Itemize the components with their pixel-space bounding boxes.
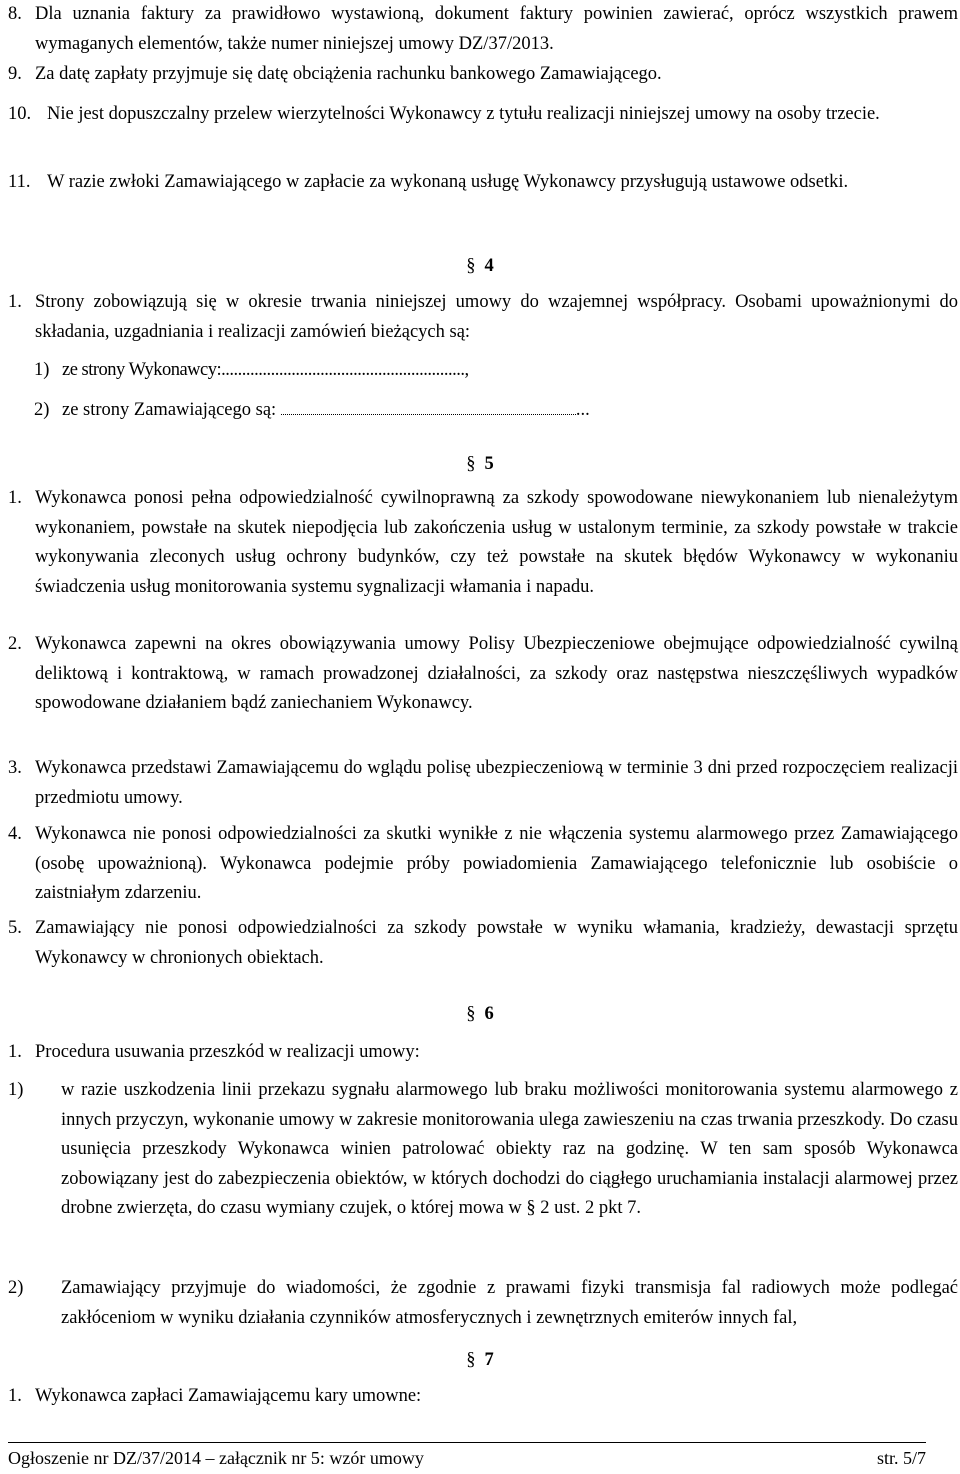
clause-text: Strony zobowiązują się w okresie trwania niniejszej umowy do wzajemnej współpracy. Osobami upoważnionymi do składania, uzgadniania i realizacji zamówień bieżących są:	[35, 292, 958, 342]
sub-number: 1)	[34, 360, 50, 380]
section-6-clause-1	[8, 1038, 958, 1068]
clause-text: Zamawiający nie ponosi odpowiedzialności za szkody powstałe w wyniku włamania, kradzieży, dewastacji sprzętu Wykonawcy w chronionych obiektach.	[35, 918, 958, 968]
clause-number: 3.	[8, 758, 22, 778]
section-number: 6	[484, 1004, 494, 1024]
clause-text: Nie jest dopuszczalny przelew wierzytelności Wykonawcy z tytułu realizacji niniejszej umowy na osoby trzecie.	[47, 104, 880, 124]
clause-text: Wykonawca zapewni na okres obowiązywania umowy Polisy Ubezpieczeniowe obejmujące odpowiedzialność cywilną deliktową i kontraktową, w ramach prowadzonej działalności, za szkody oraz następstwa nieszczęśliwych wypadków spowodowane działaniem bądź zaniechaniem Wykonawcy.	[35, 634, 958, 713]
clause-number: 10.	[8, 104, 32, 124]
section-number: 7	[484, 1350, 494, 1370]
sub-number: 2)	[34, 400, 50, 420]
clause-number: 2.	[8, 634, 22, 654]
clause-number: 9.	[8, 64, 22, 84]
clause-number: 8.	[8, 4, 22, 24]
section-sign: §	[466, 1350, 476, 1370]
section-number: 4	[484, 256, 494, 276]
clause-text: Dla uznania faktury za prawidłowo wystawioną, dokument faktury powinien zawierać, oprócz wszystkich prawem wymaganych elementów, także numer niniejszej umowy DZ/37/2013.	[35, 4, 958, 54]
clause-number: 1.	[8, 292, 22, 312]
section-heading-5	[0, 450, 960, 480]
section-5-clause-2	[8, 630, 958, 719]
section-heading-7	[0, 1346, 960, 1376]
clause-text: Wykonawca przedstawi Zamawiającemu do wglądu polisę ubezpieczeniową w terminie 3 dni przed rozpoczęciem realizacji przedmiotu umowy.	[35, 758, 958, 808]
footer-document-reference: Ogłoszenie nr DZ/37/2014 – załącznik nr 5: wzór umowy	[8, 1448, 424, 1468]
section-sign: §	[466, 454, 476, 474]
clause-number: 1.	[8, 1386, 22, 1406]
clause-text: Wykonawca ponosi pełna odpowiedzialność cywilnoprawną za szkody spowodowane niewykonaniem lub nienależytym wykonaniem, powstałe na skutek niepodjęcia lub zakończenia usług w ustalonym terminie, za szkody powstałe w trakcie wykonywania zleconych usług ochrony budynków, czy też powstałe na skutek błędów Wykonawcy w wykonaniu świadczenia usług monitorowania systemu sygnalizacji włamania i napadu.	[35, 488, 958, 597]
clause-11	[8, 168, 958, 198]
section-heading-6	[0, 1000, 960, 1030]
clause-text: Wykonawca nie ponosi odpowiedzialności za skutki wynikłe z nie włączenia systemu alarmowego przez Zamawiającego (osobę upoważnioną). Wykonawca podejmie próby powiadomienia Zamawiającego telefonicznie lub osobiście o zaistniałym zdarzeniu.	[35, 824, 958, 903]
section-5-clause-1	[8, 484, 958, 602]
clause-text: Za datę zapłaty przyjmuje się datę obciążenia rachunku bankowego Zamawiającego.	[35, 64, 662, 84]
sub-text-tail: ...	[575, 400, 590, 420]
section-number: 5	[484, 454, 494, 474]
section-sign: §	[466, 1004, 476, 1024]
clause-8	[8, 0, 958, 59]
clause-10	[8, 100, 958, 130]
clause-9	[8, 60, 958, 90]
footer-page-number: str. 5/7	[876, 1448, 926, 1468]
clause-number: 5.	[8, 918, 22, 938]
clause-number: 1.	[8, 1042, 22, 1062]
sub-number: 1)	[8, 1080, 24, 1100]
section-5-clause-4	[8, 820, 958, 909]
section-5-clause-3	[8, 754, 958, 813]
blank-field-line	[281, 400, 576, 415]
clause-text: Procedura usuwania przeszkód w realizacji umowy:	[35, 1042, 420, 1062]
sub-text: ze strony Wykonawcy:...........................................................,	[62, 360, 469, 380]
section-5-clause-5	[8, 914, 958, 973]
section-4-sub-2	[34, 396, 957, 426]
sub-text: Zamawiający przyjmuje do wiadomości, że zgodnie z prawami fizyki transmisja fal radiowych może podlegać zakłóceniom w wyniku działania czynników atmosferycznych i zewnętrznych emiterów innych fal,	[61, 1278, 958, 1328]
section-heading-4	[0, 252, 960, 282]
section-6-sub-1	[8, 1076, 958, 1224]
sub-text: ze strony Zamawiającego są:	[62, 400, 277, 420]
section-4-clause-1	[8, 288, 958, 347]
sub-number: 2)	[8, 1278, 24, 1298]
section-7-clause-1	[8, 1382, 958, 1412]
clause-text: Wykonawca zapłaci Zamawiającemu kary umowne:	[35, 1386, 422, 1406]
page-footer	[8, 1442, 926, 1472]
clause-text: W razie zwłoki Zamawiającego w zapłacie za wykonaną usługę Wykonawcy przysługują ustawowe odsetki.	[47, 172, 849, 192]
clause-number: 11.	[8, 172, 31, 192]
sub-text: w razie uszkodzenia linii przekazu sygnału alarmowego lub braku możliwości monitorowania systemu alarmowego z innych przyczyn, wykonanie umowy w zakresie monitorowania ulega zawieszeniu na czas trwania przeszkody. Do czasu usunięcia przeszkody Wykonawca winien patrolować obiekty raz na godzinę. W ten sam sposób Wykonawca zobowiązany jest do zabezpieczenia obiektów, w których dochodzi do ciągłego uruchamiania instalacji alarmowej przez drobne zwierzęta, do czasu wymiany czujek, o której mowa w § 2 ust. 2 pkt 7.	[61, 1080, 958, 1218]
section-sign: §	[466, 256, 476, 276]
section-4-sub-1	[34, 356, 957, 386]
section-6-sub-2	[8, 1274, 958, 1333]
clause-number: 1.	[8, 488, 22, 508]
clause-number: 4.	[8, 824, 22, 844]
